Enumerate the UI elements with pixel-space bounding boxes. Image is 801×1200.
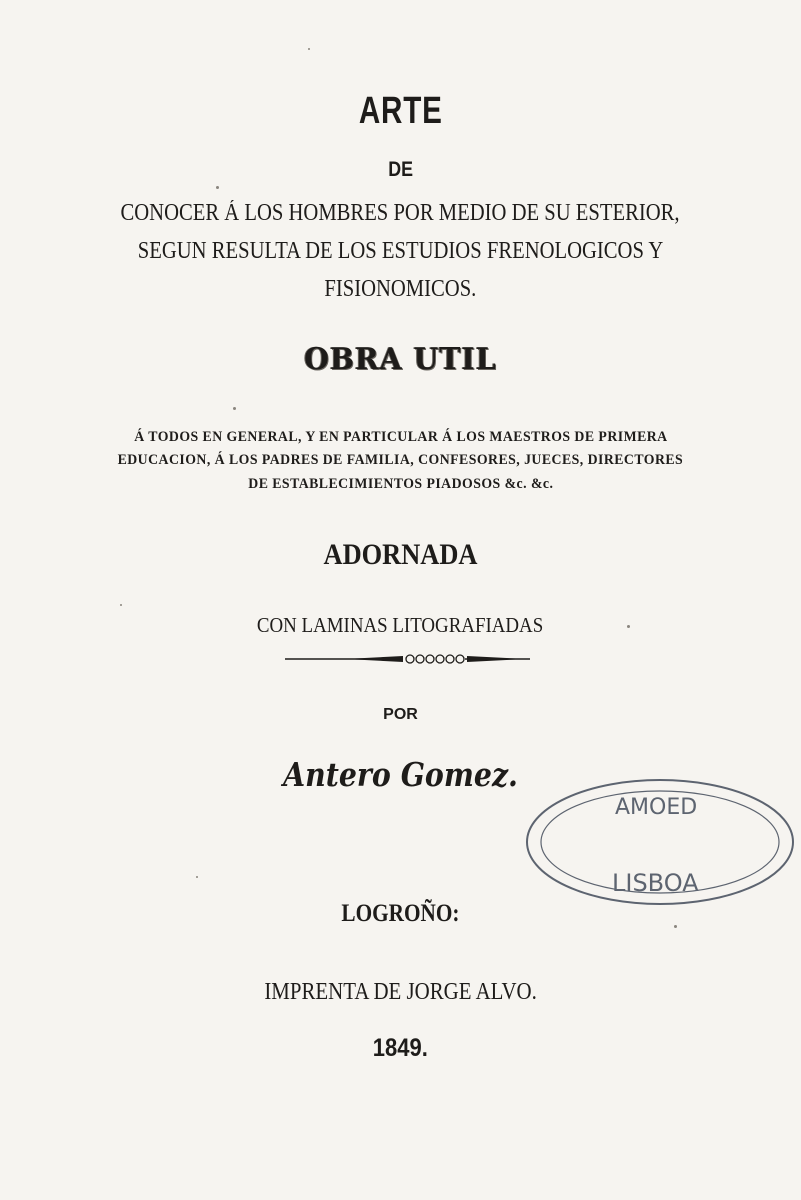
publication-year: 1849. (372, 1034, 429, 1062)
subtitle-line-1: CONOCER Á LOS HOMBRES POR MEDIO DE SU ESTERIOR, (120, 200, 681, 226)
title-connector: DE (388, 158, 413, 181)
dedication-line-1: Á TODOS EN GENERAL, Y EN PARTICULAR Á LOS MAESTROS DE PRIMERA (133, 429, 668, 445)
printer-line: IMPRENTA DE JORGE ALVO. (264, 979, 537, 1005)
subtitle-line-3: FISIONOMICOS. (324, 276, 477, 302)
dedication-line-2: EDUCACION, Á LOS PADRES DE FAMILIA, CONFESORES, JUECES, DIRECTORES (117, 452, 684, 468)
ornamental-rule (285, 652, 530, 666)
library-stamp (520, 770, 800, 920)
obra-util-heading: OBRA UTIL (304, 342, 497, 377)
adornada-heading: ADORNADA (323, 538, 478, 571)
book-title: ARTE (358, 90, 443, 132)
laminas-line: CON LAMINAS LITOGRAFIADAS (257, 613, 544, 637)
stamp-bottom-text: LISBOA (612, 869, 699, 897)
author-name: Antero Gomez. (283, 755, 518, 794)
dedication-line-3: DE ESTABLECIMIENTOS PIADOSOS &c. &c. (247, 476, 554, 492)
place-of-publication: LOGROÑO: (341, 900, 460, 927)
stamp-top-text: AMOED (615, 795, 698, 820)
subtitle-line-2: SEGUN RESULTA DE LOS ESTUDIOS FRENOLOGICOS Y (137, 238, 664, 264)
por-label: POR (383, 706, 418, 723)
